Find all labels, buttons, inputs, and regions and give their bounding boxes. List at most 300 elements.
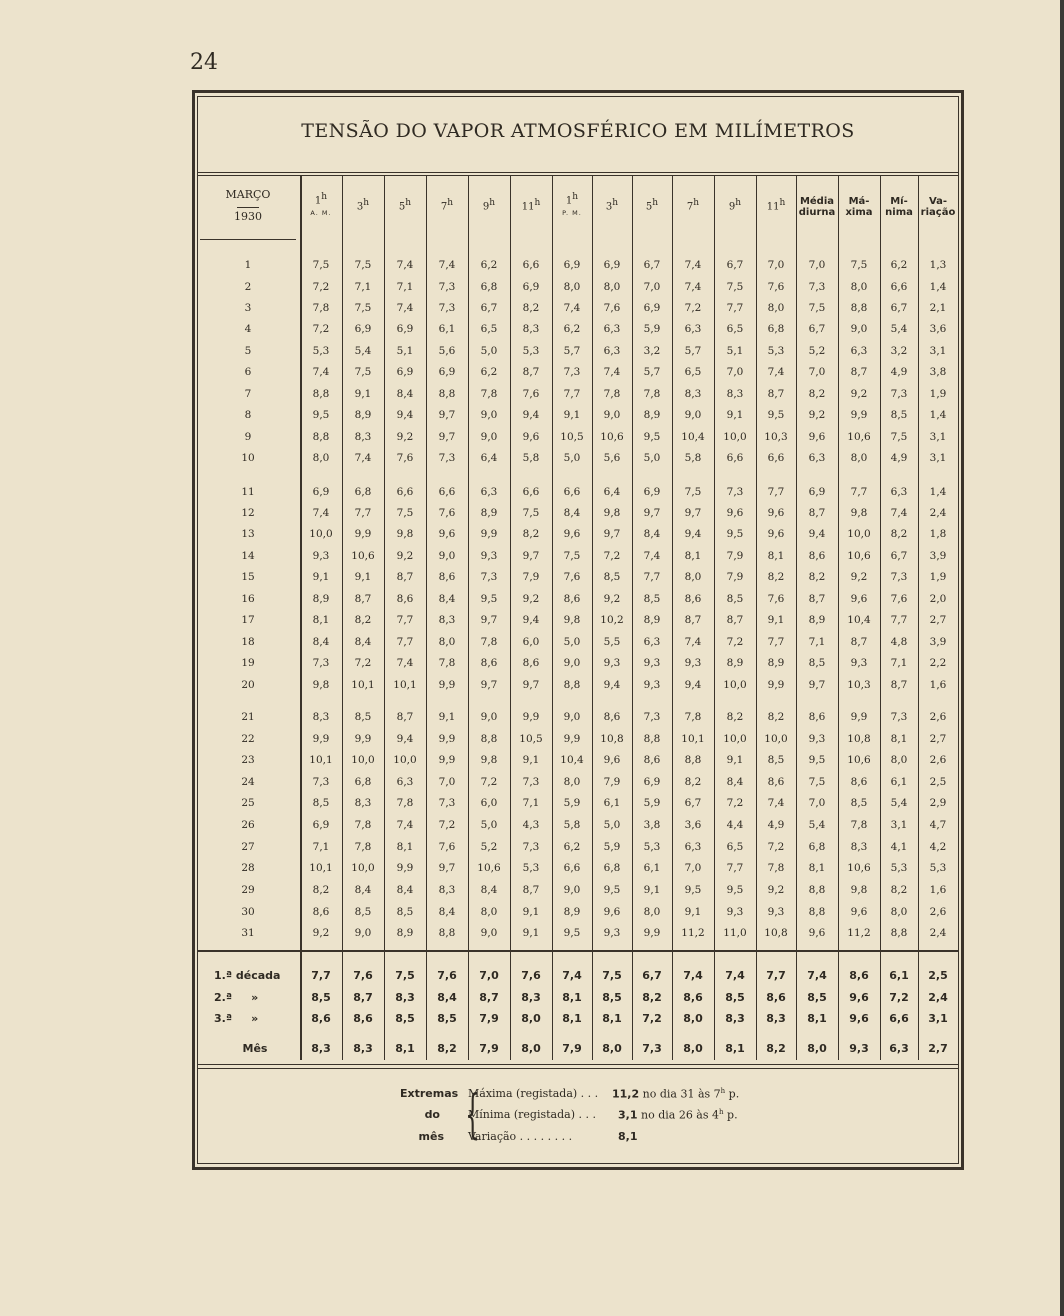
table-cell: 6,9 [522,281,540,293]
table-cell: 6,3 [850,345,868,357]
summary-cell: 8,1 [725,1042,745,1055]
table-cell: 7,5 [890,431,908,443]
stat-header [796,196,838,218]
table-cell: 8,6 [480,657,498,669]
table-cell: 7,0 [808,259,826,271]
table-cell: 9,8 [563,614,581,626]
table-cell: 8,4 [438,593,456,605]
table-cell: 8,6 [312,906,330,918]
summary-cell: 7,7 [766,969,786,982]
hour-number: 7 [440,201,448,213]
hour-header [672,197,714,213]
table-cell: 6,6 [522,486,540,498]
min-text: no dia 26 às 4 [641,1108,720,1122]
summary-cell: 2,4 [928,991,948,1004]
summary-cell: 8,0 [807,1042,827,1055]
footer-divider-2 [197,1068,959,1069]
stat-header-line1: Va- [928,196,948,207]
table-cell: 9,2 [850,571,868,583]
table-cell: 9,7 [522,550,540,562]
table-cell: 9,3 [480,550,498,562]
table-cell: 9,0 [603,409,621,421]
table-cell: 8,0 [890,906,908,918]
table-cell: 7,4 [312,507,330,519]
table-cell: 10,0 [351,754,375,766]
table-cell: 6,7 [808,323,826,335]
table-cell: 6,9 [808,486,826,498]
summary-cell: 8,5 [311,991,331,1004]
summary-cell: 3,1 [928,1012,948,1025]
stat-header-line2: diurna [798,207,836,218]
table-cell: 9,7 [522,679,540,691]
table-cell: 8,6 [808,550,826,562]
table-cell: 8,0 [767,302,785,314]
table-cell: 8,0 [312,452,330,464]
table-cell: 9,5 [808,754,826,766]
table-cell: 1,4 [929,486,947,498]
table-cell: 8,4 [396,388,414,400]
table-cell: 9,9 [522,711,540,723]
table-cell: 9,1 [354,571,372,583]
table-cell: 8,0 [603,281,621,293]
table-cell: 9,7 [438,431,456,443]
table-cell: 9,6 [522,431,540,443]
table-cell: 10,6 [847,550,871,562]
table-cell: 7,7 [767,636,785,648]
extremes-label-3: mês [418,1130,444,1143]
table-cell: 5,0 [480,819,498,831]
summary-cell: 9,3 [849,1042,869,1055]
table-cell: 9,0 [563,711,581,723]
table-cell: 2,6 [929,711,947,723]
table-cell: 9,1 [312,571,330,583]
table-cell: 7,7 [767,486,785,498]
table-cell: 7,1 [808,636,826,648]
table-cell: 7,4 [312,366,330,378]
table-cell: 7,5 [354,302,372,314]
table-cell: 6,2 [563,323,581,335]
table-cell: 10,6 [847,862,871,874]
var-label: Variação . . . . . . . . [468,1130,573,1143]
summary-cell: 7,4 [683,969,703,982]
table-cell: 10,8 [847,733,871,745]
table-cell: 9,2 [522,593,540,605]
table-cell: 10,5 [560,431,584,443]
hour-number: 9 [482,201,490,213]
table-cell: 7,4 [643,550,661,562]
summary-cell: 6,6 [889,1012,909,1025]
table-cell: 7,1 [312,841,330,853]
table-cell: 7,2 [312,323,330,335]
hour-suffix: h [652,198,659,208]
table-cell: 8,2 [726,711,744,723]
table-cell: 7,3 [890,711,908,723]
table-cell: 9,3 [603,657,621,669]
table-cell: 9,6 [603,906,621,918]
day-label: 7 [244,388,252,400]
table-cell: 6,3 [396,776,414,788]
hour-suffix: h [693,198,700,208]
table-cell: 7,1 [890,657,908,669]
table-cell: 9,1 [726,409,744,421]
table-cell: 6,0 [522,636,540,648]
year-underline [237,207,259,208]
summary-cell: 9,6 [849,991,869,1004]
table-cell: 7,8 [850,819,868,831]
table-cell: 9,2 [808,409,826,421]
table-cell: 9,4 [684,528,702,540]
table-cell: 7,0 [726,366,744,378]
extremes-label-1: Extremas [400,1087,459,1100]
table-cell: 6,6 [563,862,581,874]
table-cell: 6,9 [354,323,372,335]
table-cell: 8,4 [726,776,744,788]
table-cell: 8,9 [563,906,581,918]
table-cell: 3,1 [929,452,947,464]
table-cell: 8,4 [312,636,330,648]
table-cell: 7,2 [726,797,744,809]
table-cell: 6,5 [726,841,744,853]
table-cell: 7,7 [396,614,414,626]
table-cell: 7,3 [808,281,826,293]
table-cell: 6,3 [890,486,908,498]
table-cell: 5,8 [522,452,540,464]
day-label: 5 [244,345,252,357]
table-cell: 8,1 [396,841,414,853]
table-cell: 7,4 [890,507,908,519]
table-cell: 2,0 [929,593,947,605]
summary-cell: 7,4 [562,969,582,982]
table-cell: 9,3 [767,906,785,918]
table-cell: 7,6 [438,507,456,519]
table-cell: 8,5 [354,906,372,918]
var-value: 8,1 [618,1130,638,1143]
table-cell: 7,2 [438,819,456,831]
table-cell: 8,3 [438,614,456,626]
table-cell: 6,6 [396,486,414,498]
table-cell: 9,3 [850,657,868,669]
table-cell: 9,4 [522,614,540,626]
day-label: 2 [244,281,252,293]
table-cell: 2,7 [929,733,947,745]
hour-suffix: h [779,198,786,208]
table-cell: 5,3 [643,841,661,853]
table-cell: 6,7 [890,550,908,562]
table-cell: 9,5 [312,409,330,421]
summary-cell: 7,5 [602,969,622,982]
table-cell: 7,3 [522,841,540,853]
table-cell: 7,6 [603,302,621,314]
day-label: 24 [241,776,255,788]
table-cell: 9,1 [354,388,372,400]
summary-cell: 8,4 [437,991,457,1004]
table-cell: 10,8 [600,733,624,745]
min-sup: h [719,1108,724,1116]
table-cell: 8,6 [522,657,540,669]
table-cell: 10,3 [847,679,871,691]
summary-cell: 8,3 [353,1042,373,1055]
table-cell: 4,9 [767,819,785,831]
max-value: 11,2 [612,1087,640,1101]
table-cell: 6,9 [643,486,661,498]
min-tail: p. [723,1108,738,1122]
table-cell: 8,5 [850,797,868,809]
table-cell: 8,7 [850,636,868,648]
table-title: TENSÃO DO VAPOR ATMOSFÉRICO EM MILÍMETROS [301,120,855,142]
table-cell: 7,2 [480,776,498,788]
table-cell: 7,7 [726,302,744,314]
table-cell: 7,3 [438,302,456,314]
table-cell: 6,8 [808,841,826,853]
table-cell: 5,0 [563,452,581,464]
table-cell: 8,0 [480,906,498,918]
table-cell: 8,3 [726,388,744,400]
table-cell: 6,8 [354,486,372,498]
day-label: 4 [244,323,252,335]
table-cell: 10,6 [600,431,624,443]
table-cell: 8,0 [684,571,702,583]
summary-cell: 7,6 [521,969,541,982]
title-divider-2 [197,175,959,176]
table-cell: 6,2 [480,366,498,378]
table-cell: 9,6 [767,507,785,519]
table-cell: 8,5 [396,906,414,918]
table-cell: 7,4 [396,302,414,314]
table-cell: 7,3 [890,388,908,400]
summary-cell: 8,0 [521,1012,541,1025]
table-cell: 8,6 [643,754,661,766]
summary-cell: 6,3 [889,1042,909,1055]
table-cell: 10,6 [477,862,501,874]
table-cell: 5,3 [929,862,947,874]
table-cell: 6,7 [890,302,908,314]
table-cell: 8,9 [643,614,661,626]
summary-cell: 8,2 [437,1042,457,1055]
table-cell: 8,3 [354,431,372,443]
table-cell: 4,3 [522,819,540,831]
hour-suffix: h [363,198,370,208]
table-cell: 10,0 [309,528,333,540]
table-cell: 9,0 [684,409,702,421]
table-cell: 9,2 [767,884,785,896]
table-cell: 9,6 [726,507,744,519]
table-cell: 9,9 [438,733,456,745]
table-cell: 10,6 [351,550,375,562]
table-cell: 5,3 [522,345,540,357]
table-cell: 7,5 [850,259,868,271]
table-cell: 1,6 [929,884,947,896]
table-cell: 8,2 [890,884,908,896]
hour-suffix: h [735,198,742,208]
hour-number: 11 [766,201,780,213]
table-cell: 8,7 [354,593,372,605]
table-cell: 7,7 [354,507,372,519]
day-label: 30 [241,906,255,918]
table-cell: 8,8 [684,754,702,766]
max-line [612,1087,739,1101]
table-cell: 5,2 [480,841,498,853]
hour-number: 3 [356,201,364,213]
table-cell: 8,2 [767,711,785,723]
table-cell: 8,8 [808,884,826,896]
table-cell: 6,3 [808,452,826,464]
table-cell: 2,4 [929,507,947,519]
table-cell: 8,6 [684,593,702,605]
table-cell: 3,1 [929,431,947,443]
hour-number: 9 [728,201,736,213]
table-cell: 9,6 [767,528,785,540]
table-cell: 7,4 [767,797,785,809]
table-cell: 7,7 [726,862,744,874]
table-cell: 6,2 [890,259,908,271]
table-cell: 10,0 [723,733,747,745]
table-cell: 7,7 [850,486,868,498]
table-cell: 9,9 [643,927,661,939]
table-cell: 7,4 [438,259,456,271]
table-cell: 8,5 [603,571,621,583]
table-cell: 2,6 [929,754,947,766]
summary-cell: 6,1 [889,969,909,982]
table-cell: 7,4 [396,657,414,669]
table-cell: 8,8 [438,388,456,400]
day-label: 8 [244,409,252,421]
stat-header [918,196,958,218]
table-cell: 9,5 [767,409,785,421]
table-cell: 7,6 [767,593,785,605]
table-cell: 6,5 [684,366,702,378]
table-cell: 8,0 [850,452,868,464]
table-cell: 3,8 [643,819,661,831]
table-cell: 6,7 [643,259,661,271]
day-label: 1 [244,259,252,271]
table-cell: 7,0 [808,797,826,809]
hour-header [510,197,552,213]
summary-cell: 8,6 [849,969,869,982]
table-cell: 7,6 [396,452,414,464]
table-cell: 1,9 [929,388,947,400]
table-cell: 6,1 [603,797,621,809]
summary-cell: 7,9 [562,1042,582,1055]
table-cell: 8,4 [438,906,456,918]
table-cell: 7,4 [354,452,372,464]
table-cell: 8,8 [312,431,330,443]
table-cell: 8,2 [890,528,908,540]
table-cell: 5,3 [890,862,908,874]
table-cell: 5,8 [563,819,581,831]
table-cell: 9,4 [808,528,826,540]
table-cell: 6,6 [438,486,456,498]
table-cell: 6,7 [684,797,702,809]
table-cell: 9,2 [396,431,414,443]
summary-label: 3.ª » [214,1012,259,1025]
summary-cell: 7,4 [807,969,827,982]
table-cell: 9,7 [438,862,456,874]
table-cell: 9,7 [480,679,498,691]
table-cell: 8,6 [438,571,456,583]
table-cell: 1,4 [929,281,947,293]
table-cell: 6,7 [726,259,744,271]
table-cell: 7,4 [603,366,621,378]
table-cell: 8,4 [354,884,372,896]
table-cell: 6,9 [312,486,330,498]
hour-header [632,197,672,213]
summary-label: 1.ª década [214,969,281,982]
stat-header [838,196,880,218]
table-cell: 5,9 [643,323,661,335]
table-cell: 5,9 [563,797,581,809]
table-cell: 9,6 [438,528,456,540]
table-cell: 9,3 [808,733,826,745]
table-cell: 2,6 [929,906,947,918]
table-cell: 8,4 [643,528,661,540]
table-cell: 6,3 [480,486,498,498]
table-cell: 8,6 [603,711,621,723]
table-cell: 5,4 [808,819,826,831]
summary-cell: 6,7 [642,969,662,982]
table-cell: 1,9 [929,571,947,583]
table-cell: 5,3 [522,862,540,874]
stat-header-line2: nima [885,207,913,218]
table-cell: 7,0 [684,862,702,874]
table-cell: 8,7 [522,884,540,896]
table-cell: 5,1 [396,345,414,357]
table-cell: 8,8 [808,906,826,918]
table-cell: 8,3 [522,323,540,335]
table-cell: 9,3 [312,550,330,562]
table-cell: 7,5 [354,259,372,271]
extremes-label-2: do [424,1108,440,1121]
hour-suffix: h [534,198,541,208]
table-cell: 7,9 [603,776,621,788]
table-cell: 9,1 [643,884,661,896]
table-cell: 10,1 [309,862,333,874]
summary-cell: 8,0 [521,1042,541,1055]
hour-number: 7 [686,201,694,213]
table-cell: 8,1 [808,862,826,874]
table-cell: 5,0 [603,819,621,831]
table-cell: 2,4 [929,927,947,939]
table-cell: 6,9 [643,302,661,314]
summary-cell: 8,2 [642,991,662,1004]
hour-number: 5 [645,201,653,213]
table-cell: 11,0 [723,927,747,939]
table-cell: 8,2 [808,388,826,400]
table-cell: 9,3 [684,657,702,669]
table-cell: 6,6 [890,281,908,293]
summary-cell: 8,7 [479,991,499,1004]
day-label: 26 [241,819,255,831]
table-cell: 6,3 [684,841,702,853]
table-cell: 8,7 [850,366,868,378]
table-cell: 5,9 [643,797,661,809]
table-cell: 8,7 [726,614,744,626]
table-cell: 7,9 [522,571,540,583]
table-cell: 7,4 [396,819,414,831]
summary-cell: 8,1 [395,1042,415,1055]
table-cell: 8,2 [312,884,330,896]
table-cell: 8,0 [850,281,868,293]
summary-cell: 8,5 [602,991,622,1004]
summary-divider [197,950,959,952]
footer-divider [197,1064,959,1065]
table-cell: 7,5 [522,507,540,519]
year-label: 1930 [234,210,262,223]
table-cell: 9,9 [767,679,785,691]
max-label: Máxima (registada) . . . [468,1087,599,1100]
table-cell: 5,0 [480,345,498,357]
table-cell: 9,9 [354,733,372,745]
table-cell: 8,8 [890,927,908,939]
